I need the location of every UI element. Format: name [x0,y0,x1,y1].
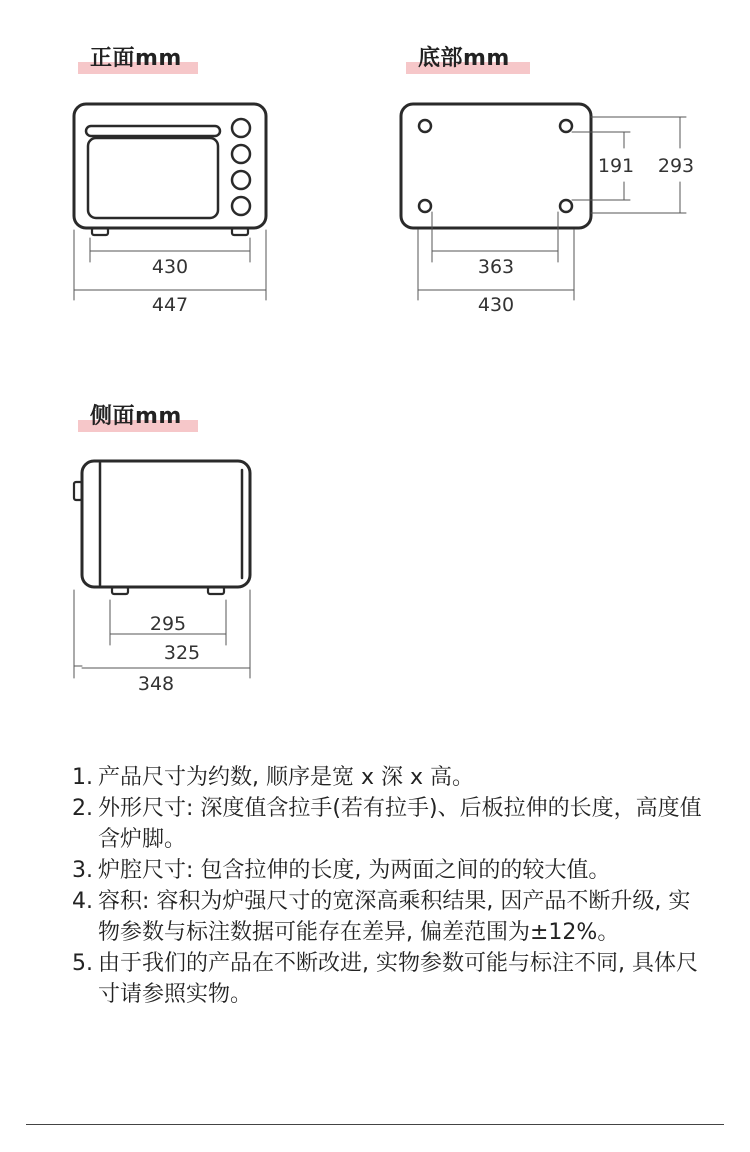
note-text: 由于我们的产品在不断改进, 实物参数可能与标注不同, 具体尺寸请参照实物。 [98,951,698,1007]
bottom-outer-depth-label: 293 [657,155,695,177]
note-number: 4. [72,889,93,914]
note-item [72,948,712,1010]
front-oven-body [74,104,266,228]
side-oven-body [82,461,250,587]
note-item [72,855,712,886]
bottom-view-title-text: 底部mm [418,46,510,71]
front-outer-width-label: 447 [151,294,189,316]
bottom-outer-width-label: 430 [477,294,515,316]
oven-foot-circle [560,120,572,132]
bottom-oven-drawing [401,104,591,228]
oven-foot-circle [419,200,431,212]
note-number: 2. [72,796,93,821]
note-text: 产品尺寸为约数, 顺序是宽 x 深 x 高。 [98,765,474,790]
notes-list [72,762,712,1010]
front-inner-width-label: 430 [151,256,189,278]
oven-foot-circle [419,120,431,132]
footer-divider [26,1124,724,1125]
oven-foot [92,228,108,235]
note-item [72,793,712,855]
note-item [72,886,712,948]
note-text: 外形尺寸: 深度值含拉手(若有拉手)、后板拉伸的长度，高度值含炉脚。 [98,796,702,852]
side-oven-drawing [74,461,250,594]
note-item [72,762,712,793]
oven-knob [232,197,250,215]
note-text: 容积: 容积为炉强尺寸的宽深高乘积结果, 因产品不断升级, 实物参数与标注数据可能存在差异, 偏差范围为±12%。 [98,889,691,945]
side-feet-span-label: 295 [149,613,187,635]
note-number: 3. [72,858,93,883]
front-oven-drawing [74,104,266,235]
bottom-inner-width-label: 363 [477,256,515,278]
oven-knob [232,145,250,163]
note-number: 5. [72,951,93,976]
note-number: 1. [72,765,93,790]
side-body-depth-label: 325 [163,642,201,664]
bottom-inner-depth-label: 191 [597,155,635,177]
bottom-dimension-lines [418,117,686,300]
oven-door-handle [86,126,220,136]
oven-foot [112,587,128,594]
oven-foot [208,587,224,594]
oven-door-window [88,138,218,218]
note-text: 炉腔尺寸: 包含拉伸的长度, 为两面之间的的较大值。 [98,858,611,883]
front-view-title-text: 正面mm [90,46,182,71]
oven-knob [232,171,250,189]
side-total-depth-label: 348 [137,673,175,695]
side-view-title-text: 侧面mm [90,404,182,429]
oven-foot-circle [560,200,572,212]
oven-foot [232,228,248,235]
oven-knob [232,119,250,137]
